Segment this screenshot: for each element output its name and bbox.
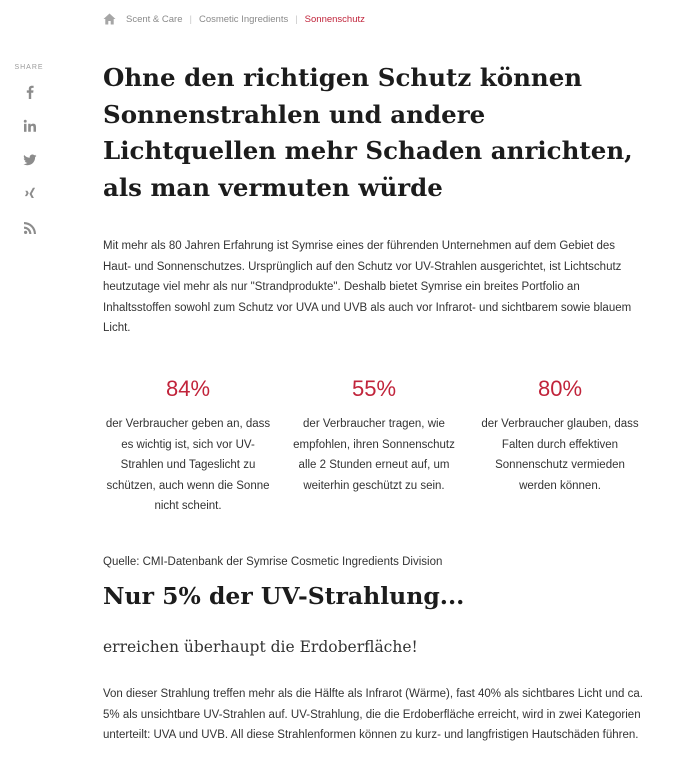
breadcrumb-separator: | xyxy=(189,13,192,25)
source-note: Quelle: CMI-Datenbank der Symrise Cosmetic Ingredients Division xyxy=(103,556,443,568)
breadcrumb-cosmetic-ingredients[interactable]: Cosmetic Ingredients xyxy=(198,13,289,25)
stat-consumers-reapply xyxy=(289,374,459,496)
share-bar xyxy=(14,64,46,255)
twitter-icon[interactable] xyxy=(23,153,37,167)
stat-text: der Verbraucher glauben, dass Falten durch effektiven Sonnenschutz vermieden werden können. xyxy=(481,418,639,492)
section-paragraph: Von dieser Strahlung treffen mehr als die Hälfte als Infrarot (Wärme), fast 40% als sichtbares Licht und ca. 5% als unsichtbare UV-Strahlen auf. UV-Strahlung, die die Erdoberfläche erreicht, wird in zwei Kategorien unterteilt: UVA und UVB. All diese Strahlenformen können zu kurz- und langfristigen Hautschäden führen. xyxy=(103,688,643,741)
stat-value: 55% xyxy=(351,376,397,401)
share-label: SHARE xyxy=(14,64,44,71)
facebook-icon[interactable] xyxy=(23,85,37,99)
section-lead: erreichen überhaupt die Erdoberfläche! xyxy=(103,638,418,656)
breadcrumb-current: Sonnenschutz xyxy=(304,13,365,25)
stat-consumers-protection xyxy=(103,374,273,517)
stat-value: 84% xyxy=(165,376,211,401)
breadcrumb-separator: | xyxy=(295,13,298,25)
rss-icon[interactable] xyxy=(23,221,37,235)
linkedin-icon[interactable] xyxy=(23,119,37,133)
stat-consumers-wrinkles xyxy=(475,374,645,496)
home-icon[interactable] xyxy=(103,13,116,25)
page-title: Ohne den richtigen Schutz können Sonnenstrahlen und andere Lichtquellen mehr Schaden anrichten, als man vermuten würde xyxy=(103,63,633,202)
breadcrumb-scent-care[interactable]: Scent & Care xyxy=(126,13,183,25)
stat-text: der Verbraucher geben an, dass es wichtig ist, sich vor UV-Strahlen und Tageslicht zu schützen, auch wenn die Sonne nicht scheint. xyxy=(105,418,271,512)
xing-icon[interactable] xyxy=(23,187,37,201)
stat-value: 80% xyxy=(537,376,583,401)
breadcrumb xyxy=(103,11,365,27)
stat-text: der Verbraucher tragen, wie empfohlen, ihren Sonnenschutz alle 2 Stunden erneut auf, um weiterhin geschützt zu sein. xyxy=(293,418,455,492)
intro-paragraph: Mit mehr als 80 Jahren Erfahrung ist Symrise eines der führenden Unternehmen auf dem Gebiet des Haut- und Sonnenschutzes. Ursprünglich auf den Schutz vor UV-Strahlen ausgerichtet, ist Lichtschutz heutzutage viel mehr als nur "Strandprodukte". Deshalb bietet Symrise ein breites Portfolio an Inhaltsstoffen sowohl zum Schutz vor UVA und UVB als auch vor Infrarot- und sichtbarem sowie blauem Licht. xyxy=(103,240,632,334)
section-heading: Nur 5% der UV-Strahlung... xyxy=(103,582,465,610)
